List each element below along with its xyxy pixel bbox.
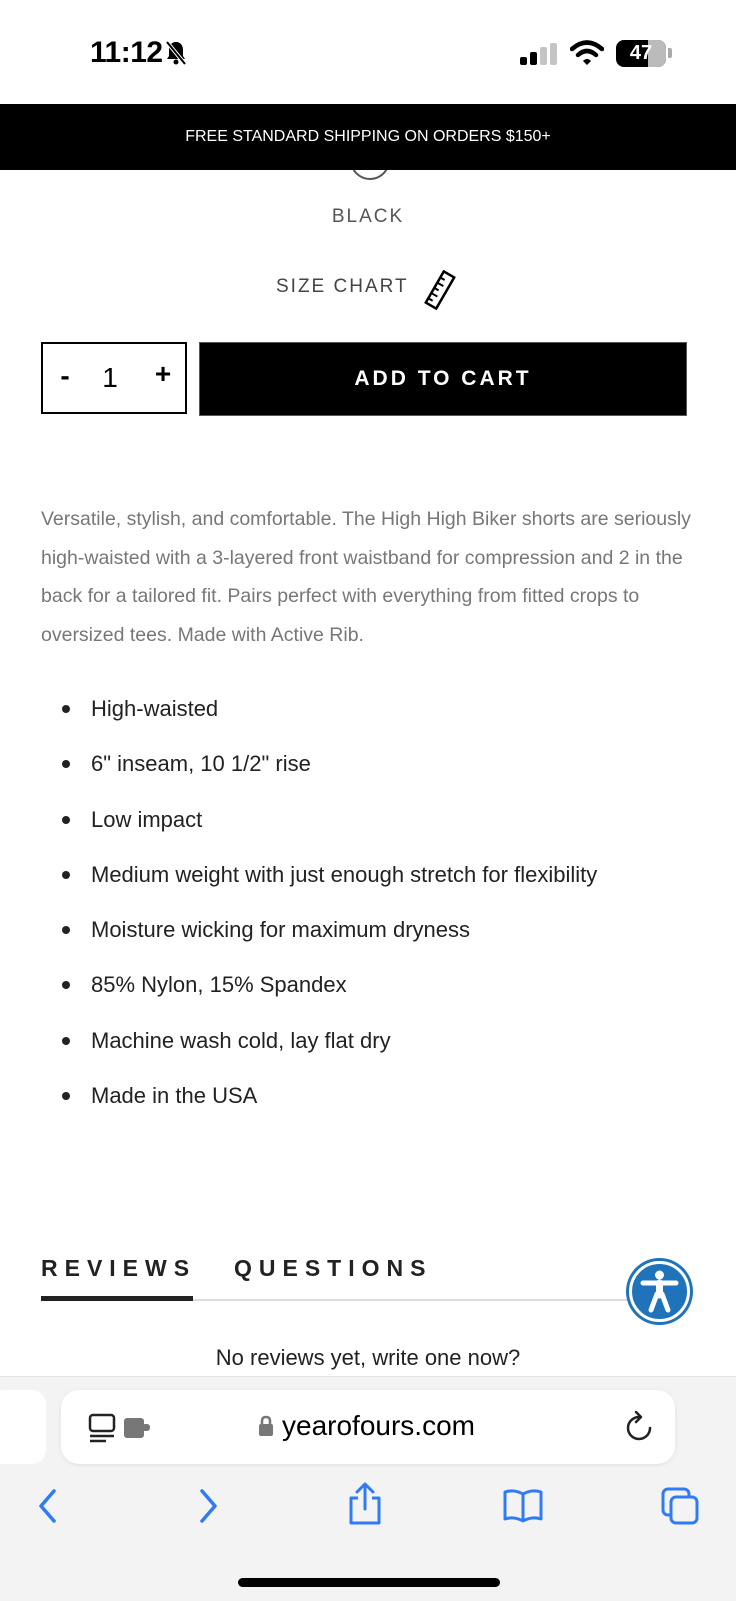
feature-item: Made in the USA <box>60 1083 700 1138</box>
accessibility-icon <box>626 1258 693 1325</box>
feature-item: High-waisted <box>60 696 700 751</box>
status-time: 11:12 <box>90 36 163 69</box>
reader-icon[interactable] <box>88 1413 116 1448</box>
selected-color-label: BLACK <box>331 206 405 227</box>
add-to-cart-label: ADD TO CART <box>354 367 532 390</box>
battery-level: 47 <box>629 42 653 64</box>
tab-active-indicator <box>41 1296 193 1301</box>
product-description: Versatile, stylish, and comfortable. The High High Biker shorts are seriously high-waisted with a 3-layered front waistband for compression and 2 in the back for a tailored fit. Pairs perfect with everything from fitted crops to oversized tees. Made with Active Rib. <box>41 508 691 646</box>
reload-icon[interactable] <box>624 1411 654 1448</box>
promo-banner <box>0 104 736 170</box>
feature-item: 6" inseam, 10 1/2" rise <box>60 751 700 806</box>
lock-icon <box>258 1415 274 1442</box>
tabs-icon[interactable] <box>660 1486 700 1531</box>
back-icon[interactable] <box>36 1488 60 1529</box>
tab-reviews[interactable]: REVIEWS <box>41 1255 197 1281</box>
ruler-icon[interactable] <box>424 270 456 315</box>
quantity-increase-button[interactable]: + <box>154 358 172 389</box>
extension-icon[interactable] <box>122 1416 152 1445</box>
feature-list <box>60 696 700 1138</box>
previous-tab-preview[interactable] <box>0 1390 46 1464</box>
promo-banner-text: FREE STANDARD SHIPPING ON ORDERS $150+ <box>185 128 551 145</box>
wifi-icon <box>570 40 604 71</box>
size-chart-link[interactable]: SIZE CHART <box>276 276 409 297</box>
bell-slash-icon <box>165 40 187 71</box>
quantity-decrease-button[interactable]: - <box>60 360 70 391</box>
feature-item: Machine wash cold, lay flat dry <box>60 1028 700 1083</box>
accessibility-button[interactable] <box>626 1258 693 1325</box>
bookmarks-icon[interactable] <box>502 1488 544 1529</box>
url-text[interactable]: yearofours.com <box>282 1410 475 1441</box>
forward-icon[interactable] <box>196 1488 220 1529</box>
signal-icon <box>520 43 560 70</box>
feature-item: Low impact <box>60 807 700 862</box>
feature-item: Moisture wicking for maximum dryness <box>60 917 700 972</box>
tab-questions[interactable]: QUESTIONS <box>234 1255 433 1281</box>
quantity-value[interactable]: 1 <box>102 362 118 393</box>
feature-item: 85% Nylon, 15% Spandex <box>60 972 700 1027</box>
no-reviews-link[interactable]: No reviews yet, write one now? <box>215 1345 521 1370</box>
battery-icon <box>616 40 666 67</box>
battery-tip <box>668 48 672 58</box>
feature-item: Medium weight with just enough stretch for flexibility <box>60 862 700 917</box>
home-indicator[interactable] <box>238 1578 500 1587</box>
share-icon[interactable] <box>348 1482 382 1531</box>
add-to-cart-button[interactable] <box>199 342 687 416</box>
